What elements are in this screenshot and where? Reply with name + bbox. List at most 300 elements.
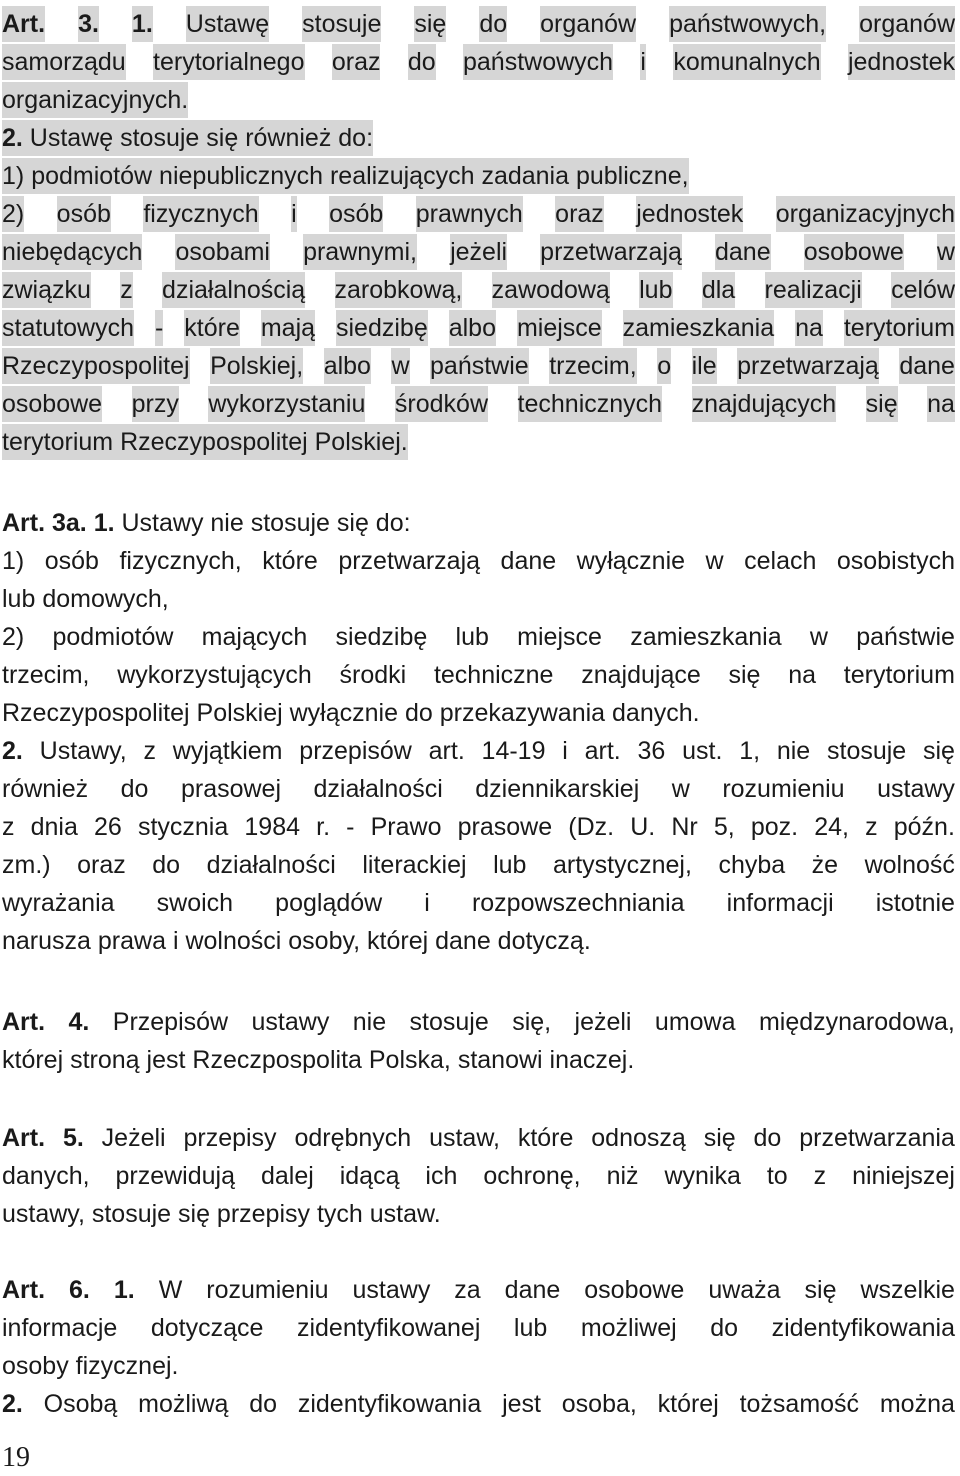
article-number: Art.	[2, 1008, 46, 1036]
word: umowa	[654, 1008, 736, 1036]
word: zidentyfikowania	[297, 1390, 482, 1418]
word: to	[766, 1162, 788, 1190]
word: mających	[201, 623, 308, 651]
word: przy	[132, 386, 179, 422]
article-number: 1.	[113, 1276, 135, 1304]
word: mają	[261, 310, 315, 346]
word: nie	[776, 737, 811, 765]
word: na	[795, 310, 823, 346]
article-number: 1.	[132, 6, 153, 42]
word: danych.	[612, 699, 700, 727]
word: celach	[744, 547, 817, 575]
word: które	[517, 1124, 574, 1152]
word: się	[206, 120, 245, 156]
word: ustawy	[251, 1008, 330, 1036]
text-line	[2, 1309, 955, 1347]
word: 1)	[2, 158, 31, 194]
word: do	[404, 699, 440, 727]
word: realizacji	[765, 272, 862, 308]
word: do	[479, 6, 507, 42]
word: osobowe	[804, 234, 904, 270]
word: przepisy	[183, 1124, 277, 1152]
word: dane	[899, 348, 955, 384]
word: Rzeczypospolitej	[120, 424, 315, 460]
word: ust.	[682, 737, 723, 765]
text-line	[2, 884, 955, 922]
article-number: 3.	[78, 6, 99, 42]
word: Prawo	[370, 813, 442, 841]
word: dnia	[30, 813, 78, 841]
text-line	[2, 81, 188, 119]
word: możliwej	[580, 1314, 677, 1342]
word: ich	[425, 1162, 458, 1190]
text-line	[2, 1347, 178, 1385]
word: 1)	[2, 547, 25, 575]
word: się	[923, 737, 955, 765]
word: r.	[316, 813, 331, 841]
word: jeżeli	[450, 234, 507, 270]
word: ustaw.	[369, 1200, 441, 1228]
word: zidentyfikowania	[771, 1314, 955, 1342]
text-line	[2, 1385, 955, 1423]
word: prawnymi,	[303, 234, 417, 270]
article-number: 1.	[93, 509, 122, 537]
word: osobowe	[584, 1276, 685, 1304]
word: stosuje	[409, 1008, 489, 1036]
word: się,	[512, 1008, 552, 1036]
word: do	[152, 851, 181, 879]
word: Osobą	[43, 1390, 118, 1418]
word: U.	[630, 813, 656, 841]
word: i	[424, 889, 430, 917]
word: literackiej	[362, 851, 467, 879]
word: osoby	[2, 1352, 76, 1380]
word: nie	[352, 1008, 387, 1036]
word: osób	[44, 547, 99, 575]
word: odnoszą	[591, 1124, 686, 1152]
word: w	[937, 234, 955, 270]
word: się	[336, 509, 376, 537]
word: zamieszkania	[630, 623, 782, 651]
word: stosuje	[120, 120, 206, 156]
text-line	[2, 694, 700, 732]
article-number: 4.	[68, 1008, 90, 1036]
word: (Dz.	[568, 813, 615, 841]
word: 1,	[739, 737, 761, 765]
word: do	[249, 1390, 278, 1418]
word: chyba	[718, 851, 786, 879]
word: przekazywania	[439, 699, 613, 727]
word: której	[2, 1046, 71, 1074]
text-line	[2, 922, 591, 960]
word: działalnością	[162, 272, 305, 308]
word: dane	[504, 1276, 561, 1304]
word: o	[657, 348, 671, 384]
word: zamieszkania	[623, 310, 774, 346]
text-line	[2, 770, 955, 808]
text-line	[2, 1003, 955, 1041]
word: stroną	[70, 1046, 147, 1074]
word: miejsce	[517, 310, 602, 346]
word: osobami	[175, 234, 270, 270]
word: przewidują	[115, 1162, 236, 1190]
word: inaczej.	[549, 1046, 635, 1074]
word: narusza	[2, 927, 98, 955]
word: Polskiej	[196, 699, 290, 727]
word: statutowych	[2, 310, 134, 346]
word: i	[562, 737, 568, 765]
word: również	[245, 120, 338, 156]
word: działalności	[206, 851, 336, 879]
word: 14-19	[481, 737, 546, 765]
word: nie	[210, 509, 251, 537]
word: komunalnych	[673, 44, 820, 80]
word: poglądów	[275, 889, 383, 917]
article-number: Art.	[2, 1276, 46, 1304]
word: na	[788, 661, 817, 689]
word: Rzeczypospolitej	[2, 348, 190, 384]
text-line	[2, 43, 955, 81]
word: wykorzystaniu	[208, 386, 365, 422]
word: wyjątkiem	[172, 737, 283, 765]
word: się	[414, 6, 446, 42]
word: wyrażania	[2, 889, 115, 917]
page-number: 19	[2, 1442, 30, 1473]
word: Polskiej,	[210, 348, 303, 384]
word: niepublicznych	[159, 158, 330, 194]
text-line	[2, 385, 955, 423]
word: się	[728, 661, 761, 689]
word: 26	[94, 813, 122, 841]
article-number: Art.	[2, 1124, 46, 1152]
text-line	[2, 580, 169, 618]
word: fizycznych,	[119, 547, 242, 575]
text-line	[2, 846, 955, 884]
text-line	[2, 542, 955, 580]
word: państwie	[856, 623, 955, 651]
word: Jeżeli	[101, 1124, 166, 1152]
word: środków	[395, 386, 488, 422]
word: lub	[513, 1314, 548, 1342]
word: prawa	[97, 927, 173, 955]
word: organizacyjnych	[776, 196, 955, 232]
word: lub	[493, 851, 527, 879]
word: 24,	[814, 813, 849, 841]
word: poz.	[750, 813, 799, 841]
word: 2)	[2, 196, 24, 232]
word: jednostek	[636, 196, 743, 232]
word: podmiotów	[52, 623, 174, 651]
word: albo	[449, 310, 496, 346]
word: w	[809, 623, 828, 651]
text-line	[2, 423, 408, 461]
text-line	[2, 618, 955, 656]
word: ustawy	[877, 775, 955, 803]
article-number: 6.	[69, 1276, 90, 1304]
word: Polska,	[368, 1046, 458, 1074]
word: samorządu	[2, 44, 126, 80]
word: do:	[375, 509, 411, 537]
word: terytorium	[843, 661, 955, 689]
word: do	[710, 1314, 739, 1342]
word: tych	[316, 1200, 370, 1228]
word: można	[879, 1390, 955, 1418]
word: ustawy,	[2, 1200, 92, 1228]
word: siedzibę	[336, 310, 428, 346]
word: środki	[339, 661, 407, 689]
word: lub	[455, 623, 489, 651]
word: działalności	[313, 775, 443, 803]
word: wyłącznie	[576, 547, 686, 575]
text-line	[2, 808, 955, 846]
text-line	[2, 195, 955, 233]
word: wykorzystujących	[117, 661, 312, 689]
word: 2)	[2, 623, 25, 651]
word: za	[454, 1276, 481, 1304]
article-number: 2.	[2, 1390, 23, 1418]
word: przetwarzają	[737, 348, 879, 384]
word: się	[178, 1200, 217, 1228]
word: Rzeczypospolitej	[2, 699, 197, 727]
word: prasowej	[180, 775, 282, 803]
word: wynika	[664, 1162, 741, 1190]
word: informacje	[2, 1314, 118, 1342]
text-line	[2, 157, 689, 195]
word: idącą	[339, 1162, 400, 1190]
article-number: 2.	[2, 737, 23, 765]
word: jednostek	[848, 44, 955, 80]
word: stosuje	[827, 737, 907, 765]
word: osobowe	[2, 386, 102, 422]
word: prasowe	[457, 813, 553, 841]
word: fizycznej.	[75, 1352, 179, 1380]
word: wszelkie	[860, 1276, 955, 1304]
word: oraz	[555, 196, 604, 232]
word: późn.	[893, 813, 955, 841]
word: terytorialnego	[153, 44, 304, 80]
article-number: 2.	[2, 120, 30, 156]
word: się	[804, 1276, 837, 1304]
text-line	[2, 309, 955, 347]
article-number: Art.	[2, 6, 45, 42]
word: przetwarzania	[799, 1124, 955, 1152]
word: Ustawę	[186, 6, 269, 42]
word: z	[120, 272, 133, 308]
word: państwowych	[463, 44, 613, 80]
word: osób	[329, 196, 383, 232]
article-number: 3a.	[52, 509, 94, 537]
word: Przepisów	[112, 1008, 229, 1036]
word: przetwarzają	[338, 547, 481, 575]
word: celów	[891, 272, 955, 308]
word: technicznych	[518, 386, 663, 422]
word: zadania	[481, 158, 576, 194]
word: istotnie	[875, 889, 955, 917]
text-line	[2, 732, 955, 770]
word: Nr	[671, 813, 698, 841]
word: rozumieniu	[722, 775, 845, 803]
word: organów	[859, 6, 955, 42]
word: wolności	[185, 927, 289, 955]
word: albo	[324, 348, 371, 384]
word: Ustawę	[30, 120, 120, 156]
text-line	[2, 1195, 441, 1233]
text-line	[2, 119, 373, 157]
word: z	[813, 1162, 827, 1190]
word: oraz	[332, 44, 381, 80]
word: również	[2, 775, 89, 803]
word: osoby,	[288, 927, 368, 955]
word: dziennikarskiej	[475, 775, 640, 803]
word: do:	[338, 120, 373, 156]
word: -	[346, 813, 355, 841]
word: Polskiej.	[315, 424, 408, 460]
word: Ustawy	[121, 509, 211, 537]
word: informacji	[726, 889, 834, 917]
word: osób	[57, 196, 111, 232]
word: niebędących	[2, 234, 142, 270]
word: tożsamość	[739, 1390, 860, 1418]
word: i	[172, 927, 186, 955]
word: stycznia	[137, 813, 229, 841]
word: Ustawy,	[39, 737, 127, 765]
word: ile	[692, 348, 717, 384]
word: przepisy	[216, 1200, 317, 1228]
word: osobistych	[836, 547, 955, 575]
word: dane	[715, 234, 771, 270]
word: oraz	[77, 851, 126, 879]
text-line	[2, 271, 955, 309]
word: W	[158, 1276, 183, 1304]
text-line	[2, 1041, 634, 1079]
article-number: Art.	[2, 509, 52, 537]
word: dane	[500, 547, 557, 575]
word: wolność	[864, 851, 955, 879]
word: uważa	[708, 1276, 781, 1304]
word: terytorium	[844, 310, 955, 346]
word: ochronę,	[483, 1162, 581, 1190]
word: osoba,	[561, 1390, 637, 1418]
text-line	[2, 1271, 955, 1309]
word: 5,	[713, 813, 735, 841]
word: fizycznych	[143, 196, 258, 232]
word: zarobkową,	[335, 272, 463, 308]
word: terytorium	[2, 424, 120, 460]
word: znajdujące	[581, 661, 701, 689]
word: której	[367, 927, 436, 955]
word: art.	[584, 737, 621, 765]
word: danych,	[2, 1162, 90, 1190]
word: jest	[146, 1046, 193, 1074]
word: na	[927, 386, 955, 422]
word: przetwarzają	[540, 234, 682, 270]
word: i	[640, 44, 646, 80]
word: realizujących	[330, 158, 481, 194]
word: -	[155, 310, 163, 346]
word: wyłącznie	[289, 699, 405, 727]
word: w	[391, 348, 409, 384]
word: dane	[435, 927, 498, 955]
word: art.	[428, 737, 465, 765]
word: które	[262, 547, 318, 575]
word: techniczne	[433, 661, 554, 689]
word: państwowych,	[669, 6, 826, 42]
word: siedzibę	[335, 623, 428, 651]
word: z	[2, 813, 15, 841]
word: ustawy	[352, 1276, 431, 1304]
word: się	[703, 1124, 736, 1152]
word: rozpowszechniania	[471, 889, 685, 917]
word: ustaw,	[429, 1124, 500, 1152]
text-line	[2, 656, 955, 694]
word: znajdujących	[692, 386, 837, 422]
word: międzynarodowa,	[758, 1008, 955, 1036]
text-line	[2, 233, 955, 271]
word: publiczne,	[576, 158, 689, 194]
word: w	[671, 775, 690, 803]
word: związku	[2, 272, 91, 308]
word: miejsce	[517, 623, 602, 651]
word: zidentyfikowanej	[296, 1314, 481, 1342]
text-line	[2, 347, 955, 385]
word: się	[866, 386, 898, 422]
text-line	[2, 1157, 955, 1195]
word: z	[865, 813, 878, 841]
word: dotyczące	[150, 1314, 264, 1342]
word: dla	[702, 272, 735, 308]
word: stanowi	[457, 1046, 550, 1074]
word: niż	[606, 1162, 639, 1190]
word: 1984	[244, 813, 301, 841]
word: podmiotów	[31, 158, 159, 194]
word: organów	[540, 6, 636, 42]
word: do	[120, 775, 149, 803]
word: jest	[502, 1390, 541, 1418]
word: stosuje	[302, 6, 381, 42]
word: domowych,	[42, 585, 169, 613]
word: lub	[639, 272, 672, 308]
word: artystycznej,	[552, 851, 692, 879]
word: zm.)	[2, 851, 51, 879]
word: stosuje	[250, 509, 337, 537]
word: której	[657, 1390, 719, 1418]
word: prawnych	[416, 196, 523, 232]
word: odrębnych	[294, 1124, 412, 1152]
word: do	[753, 1124, 782, 1152]
word: zawodową	[492, 272, 610, 308]
word: przepisów	[299, 737, 412, 765]
text-line	[2, 5, 955, 43]
text-line	[2, 1119, 955, 1157]
word: dotyczą.	[497, 927, 591, 955]
word: które	[184, 310, 240, 346]
word: trzecim,	[549, 348, 637, 384]
word: w	[705, 547, 724, 575]
word: rozumieniu	[206, 1276, 329, 1304]
word: 36	[637, 737, 666, 765]
word: możliwą	[138, 1390, 229, 1418]
word: organizacyjnych.	[2, 82, 188, 118]
word: swoich	[156, 889, 234, 917]
text-line	[2, 504, 411, 542]
word: i	[291, 196, 297, 232]
word: dalej	[260, 1162, 314, 1190]
word: niniejszej	[852, 1162, 955, 1190]
word: Rzeczpospolita	[192, 1046, 369, 1074]
word: lub	[2, 585, 43, 613]
word: państwie	[430, 348, 529, 384]
word: trzecim,	[2, 661, 90, 689]
